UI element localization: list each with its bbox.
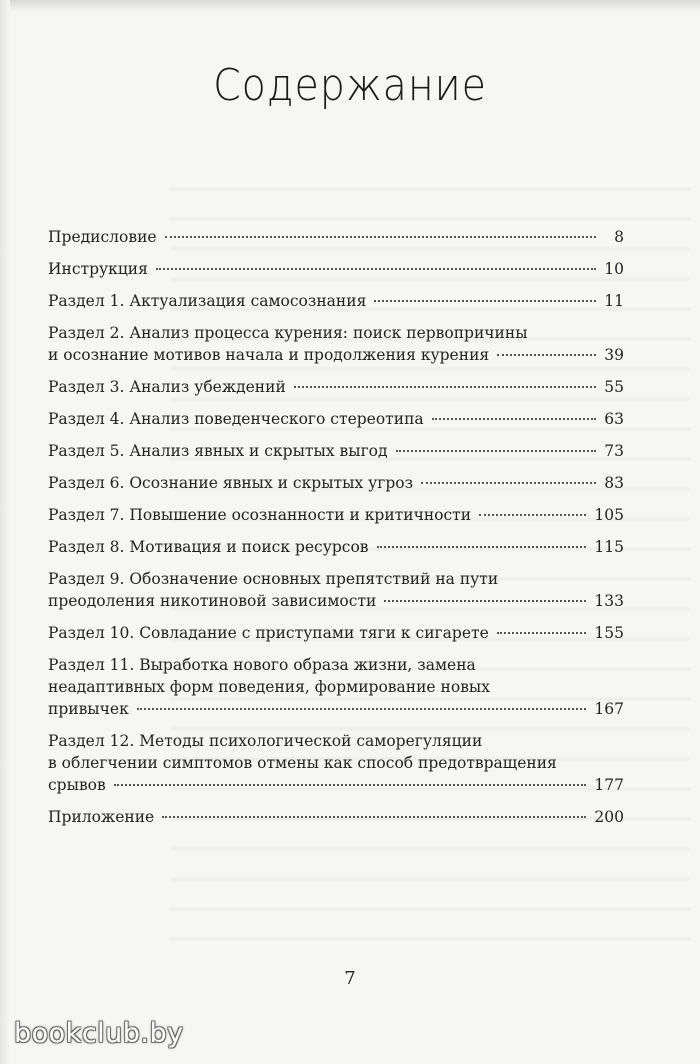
toc-entry-last-line bbox=[48, 290, 624, 312]
toc-entry-line: в облегчении симптомов отмены как способ предотвращения bbox=[48, 754, 557, 772]
toc-entry bbox=[48, 226, 624, 248]
toc-entry-last-line bbox=[48, 504, 624, 526]
dot-leader bbox=[421, 482, 596, 484]
toc-entry bbox=[48, 440, 624, 462]
toc-entry-title: Раздел 3. Анализ убеждений bbox=[48, 378, 286, 396]
page-title: Содержание bbox=[213, 60, 487, 111]
dot-leader bbox=[377, 546, 587, 548]
toc-entry bbox=[48, 730, 624, 796]
toc-entry-last-line bbox=[48, 344, 624, 366]
toc-entry bbox=[48, 258, 624, 280]
toc-entry-title: Раздел 1. Актуализация самосознания bbox=[48, 292, 367, 310]
toc-entry-title: Предисловие bbox=[48, 228, 157, 246]
toc-entry-title: преодоления никотиновой зависимости bbox=[48, 592, 377, 610]
dot-leader bbox=[479, 514, 586, 516]
toc-entry bbox=[48, 504, 624, 526]
watermark: bookclub.by bbox=[14, 1018, 184, 1049]
toc-entry-title: Раздел 4. Анализ поведенческого стереотипа bbox=[48, 410, 424, 428]
toc-entry-page: 115 bbox=[594, 538, 624, 556]
toc-entry-line: Раздел 12. Методы психологической саморегуляции bbox=[48, 732, 483, 750]
toc-entry-page: 155 bbox=[594, 624, 624, 642]
toc-entry-title: Раздел 7. Повышение осознанности и критичности bbox=[48, 506, 472, 524]
page-number: 7 bbox=[344, 968, 356, 989]
dot-leader bbox=[374, 300, 596, 302]
toc-entry-last-line bbox=[48, 536, 624, 558]
toc-entry-page: 55 bbox=[604, 378, 624, 396]
toc-entry bbox=[48, 568, 624, 612]
toc-entry-title: Раздел 8. Мотивация и поиск ресурсов bbox=[48, 538, 369, 556]
toc-entry-last-line bbox=[48, 774, 624, 796]
page-left-shadow bbox=[0, 0, 10, 1064]
toc-entry bbox=[48, 322, 624, 366]
toc-entry bbox=[48, 376, 624, 398]
toc-entry-title: срывов bbox=[48, 776, 106, 794]
dot-leader bbox=[162, 816, 586, 818]
dot-leader bbox=[114, 784, 587, 786]
toc-entry-title: Приложение bbox=[48, 808, 155, 826]
toc-entry-page: 39 bbox=[604, 346, 624, 364]
toc-entry-last-line bbox=[48, 258, 624, 280]
toc-entry-last-line bbox=[48, 440, 624, 462]
toc-entry-last-line bbox=[48, 376, 624, 398]
toc-entry-title: Раздел 5. Анализ явных и скрытых выгод bbox=[48, 442, 388, 460]
toc-entry bbox=[48, 408, 624, 430]
toc-entry-page: 200 bbox=[594, 808, 624, 826]
toc-entry-line: Раздел 2. Анализ процесса курения: поиск первопричины bbox=[48, 324, 528, 342]
toc-entry-page: 105 bbox=[594, 506, 624, 524]
toc-entry-line: Раздел 9. Обозначение основных препятствий на пути bbox=[48, 570, 499, 588]
dot-leader bbox=[497, 354, 596, 356]
toc-entry-page: 63 bbox=[604, 410, 624, 428]
dot-leader bbox=[165, 236, 596, 238]
toc-entry-page: 167 bbox=[594, 700, 624, 718]
dot-leader bbox=[384, 600, 586, 602]
dot-leader bbox=[294, 386, 596, 388]
toc-entry-last-line bbox=[48, 698, 624, 720]
toc-entry-title: и осознание мотивов начала и продолжения курения bbox=[48, 346, 490, 364]
toc-entry-line: Раздел 11. Выработка нового образа жизни, замена bbox=[48, 656, 476, 674]
toc-entry-title: Раздел 6. Осознание явных и скрытых угроз bbox=[48, 474, 414, 492]
table-of-contents bbox=[48, 226, 624, 838]
toc-entry-title: Инструкция bbox=[48, 260, 148, 278]
toc-entry-line: неадаптивных форм поведения, формирование новых bbox=[48, 678, 490, 696]
toc-entry-title: привычек bbox=[48, 700, 129, 718]
toc-entry-last-line bbox=[48, 226, 624, 248]
dot-leader bbox=[497, 632, 587, 634]
toc-entry-page: 133 bbox=[594, 592, 624, 610]
toc-entry-last-line bbox=[48, 806, 624, 828]
toc-entry-last-line bbox=[48, 408, 624, 430]
toc-entry-last-line bbox=[48, 590, 624, 612]
toc-entry-page: 73 bbox=[604, 442, 624, 460]
toc-entry-title: Раздел 10. Совладание с приступами тяги к сигарете bbox=[48, 624, 489, 642]
toc-entry-page: 10 bbox=[604, 260, 624, 278]
toc-entry-page: 11 bbox=[604, 292, 624, 310]
toc-entry bbox=[48, 806, 624, 828]
dot-leader bbox=[432, 418, 596, 420]
toc-entry bbox=[48, 622, 624, 644]
toc-entry-last-line bbox=[48, 472, 624, 494]
toc-entry-last-line bbox=[48, 622, 624, 644]
toc-entry-page: 83 bbox=[604, 474, 624, 492]
dot-leader bbox=[396, 450, 596, 452]
page-top-edge bbox=[0, 0, 700, 12]
toc-entry-page: 8 bbox=[614, 228, 624, 246]
toc-entry-page: 177 bbox=[594, 776, 624, 794]
dot-leader bbox=[137, 708, 587, 710]
toc-entry bbox=[48, 290, 624, 312]
toc-entry bbox=[48, 472, 624, 494]
toc-entry bbox=[48, 654, 624, 720]
toc-entry bbox=[48, 536, 624, 558]
dot-leader bbox=[156, 268, 596, 270]
